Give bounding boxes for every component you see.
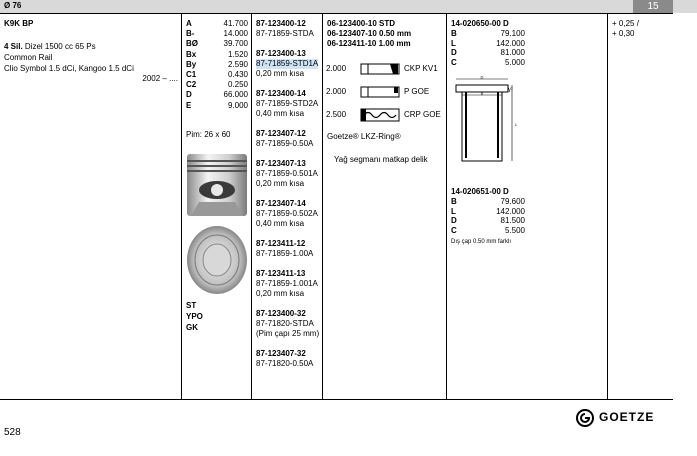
column-divider	[181, 14, 182, 399]
dimension-value: 39.700	[223, 39, 248, 49]
dimension-value: 2.590	[227, 59, 248, 69]
engine-injection: Common Rail	[4, 53, 53, 62]
piston-sub-code: 87-71820-STDA	[256, 319, 314, 328]
piston-sub-code: 87-71859-1.00A	[256, 249, 314, 258]
liner-dim-label: L	[451, 38, 456, 48]
piston-code: 87-123411-12	[256, 239, 306, 248]
oil-ring-icon	[360, 108, 400, 122]
svg-text:C: C	[510, 86, 513, 91]
code-gk: GK	[186, 323, 198, 332]
liner-dim-label: B	[451, 197, 457, 206]
ring-type: CKP KV1	[404, 64, 438, 73]
svg-text:B: B	[480, 90, 484, 96]
dimension-value: 41.700	[223, 19, 248, 28]
dimension-value: 14.000	[223, 29, 248, 39]
dimension-value: 9.000	[227, 100, 248, 110]
dimension-value: 0.430	[227, 70, 248, 79]
piston-image	[185, 152, 249, 298]
liner-dim-value: 5.500	[504, 225, 525, 235]
dimension-value: 1.520	[227, 49, 248, 59]
liner-dim-label: C	[451, 57, 457, 67]
code-st: ST	[186, 301, 197, 310]
oversize-2: + 0,30	[612, 29, 635, 38]
header-bar	[0, 0, 697, 13]
column-divider	[322, 14, 323, 399]
liner-dim-label: D	[451, 48, 457, 57]
piston-sub-code: 87-71859-STD1A	[256, 59, 319, 68]
piston-code: 87-123400-13	[256, 49, 306, 58]
piston-sub-code: 87-71859-0.501A	[256, 169, 318, 178]
liner-dim-value: 81.000	[500, 48, 525, 57]
liner-dim-label: L	[451, 206, 456, 216]
piston-note: 0,20 mm kısa	[256, 69, 305, 78]
liner-dim-label: B	[451, 29, 457, 38]
piston-note: 0,40 mm kısa	[256, 219, 305, 228]
column-divider	[251, 14, 252, 399]
dimension-label: C1	[186, 70, 197, 79]
liner-dim-value: 142.000	[496, 206, 525, 216]
dimension-label: A	[186, 19, 192, 28]
ring-height: 2.000	[326, 87, 347, 96]
ring-type: P GOE	[404, 87, 430, 96]
piston-sub-code: 87-71859-0.50A	[256, 139, 314, 148]
svg-text:L: L	[515, 122, 518, 127]
piston-sub-code: 87-71859-1.001A	[256, 279, 318, 288]
ring-set-100: 06-123411-10 1.00 mm	[327, 39, 411, 48]
piston-code: 87-123400-12	[256, 19, 306, 28]
liner-dim-label: D	[451, 216, 457, 225]
liner-code: 14-020651-00 D	[451, 187, 509, 196]
engine-spec	[4, 42, 96, 52]
goetze-logo-text: GOETZE	[599, 410, 655, 424]
oversize-1: + 0,25 /	[612, 19, 639, 28]
ring-row-3	[326, 106, 444, 124]
piston-code: 87-123407-13	[256, 159, 306, 168]
ring-row-2	[326, 83, 444, 101]
piston-code: 87-123400-32	[256, 309, 306, 318]
ring-row-1	[326, 60, 444, 78]
goetze-logo-icon	[575, 408, 595, 428]
engine-models: Clio Symbol 1.5 dCi, Kangoo 1.5 dCi	[4, 64, 134, 73]
dimension-label: C2	[186, 80, 197, 90]
ring-height: 2.500	[326, 110, 347, 119]
ring-set-050: 06-123407-10 0.50 mm	[327, 29, 412, 38]
dimension-value: 66.000	[223, 90, 248, 100]
engine-code: K9K BP	[4, 19, 34, 28]
dimension-label: Bx	[186, 49, 197, 59]
ring-set-std: 06-123400-10 STD	[327, 19, 396, 28]
engine-years: 2002 – ....	[142, 74, 178, 83]
piston-sub-code: 87-71820-0.50A	[256, 359, 314, 368]
dimension-label: B-	[186, 29, 195, 39]
dimension-label: BØ	[186, 39, 198, 49]
liner-code: 14-020650-00 D	[451, 19, 509, 28]
oil-ring-note: Yağ segmanı matkap delik	[334, 155, 428, 164]
piston-code: 87-123400-14	[256, 89, 306, 98]
code-ypo: YPO	[186, 312, 203, 321]
piston-code: 87-123407-14	[256, 199, 306, 208]
liner-dim-value: 81.500	[500, 216, 525, 225]
dimension-label: D	[186, 90, 192, 100]
liner-dim-value: 5.000	[504, 57, 525, 67]
liner-dim-value: 79.600	[500, 197, 525, 206]
page-badge: 15	[633, 0, 673, 13]
ring-type: CRP GOE	[404, 110, 441, 119]
dimension-value: 0.250	[227, 80, 248, 90]
compression-ring-icon	[360, 62, 400, 76]
cylinder-liner-drawing	[452, 76, 522, 164]
bore-diameter-title: Ø 76	[4, 1, 22, 10]
svg-text:D: D	[480, 76, 484, 80]
column-divider	[607, 14, 608, 399]
goetze-logo	[575, 408, 685, 428]
piston-code: 87-123407-32	[256, 349, 306, 358]
cylinder-count: 4 Sil.	[4, 42, 23, 51]
page-number: 528	[4, 427, 21, 438]
column-divider	[446, 14, 447, 399]
piston-note: 0,40 mm kısa	[256, 109, 305, 118]
lkz-ring-label: Goetze® LKZ-Ring®	[327, 132, 401, 141]
scraper-ring-icon	[360, 85, 400, 99]
liner-dim-value: 142.000	[496, 38, 525, 48]
piston-code: 87-123411-13	[256, 269, 306, 278]
liner-dim-label: C	[451, 225, 457, 235]
piston-sub-code: 87-71859-STD2A	[256, 99, 319, 108]
pin-size: Pim: 26 x 60	[186, 130, 231, 139]
liner-note: Dış çap 0.50 mm farklı	[451, 239, 512, 245]
piston-note: (Pim çapı 25 mm)	[256, 329, 320, 338]
ring-height: 2.000	[326, 64, 347, 73]
liner-dim-value: 79.100	[500, 29, 525, 38]
dimension-label: E	[186, 100, 192, 110]
piston-note: 0,20 mm kısa	[256, 289, 305, 298]
dimension-label: By	[186, 59, 197, 69]
piston-note: 0,20 mm kısa	[256, 179, 305, 188]
piston-code: 87-123407-12	[256, 129, 306, 138]
engine-displacement: Dizel 1500 cc 65 Ps	[24, 42, 96, 51]
piston-sub-code: 87-71859-STDA	[256, 29, 314, 38]
piston-sub-code: 87-71859-0.502A	[256, 209, 318, 218]
